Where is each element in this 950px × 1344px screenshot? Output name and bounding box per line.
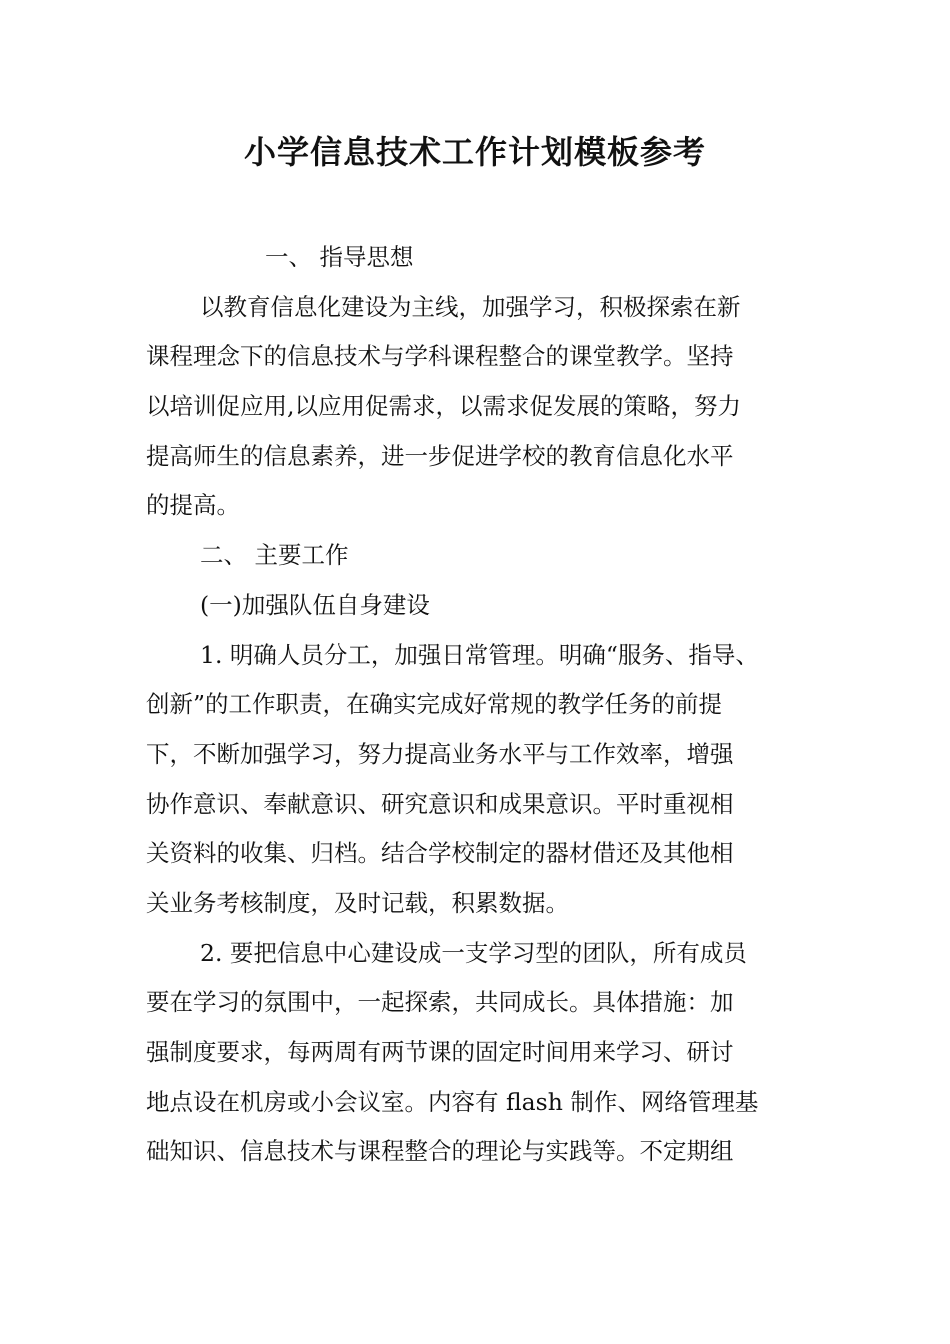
paragraph-line: 要在学习的氛围中，一起探索，共同成长。具体措施：加: [146, 988, 734, 1016]
paragraph-line: 地点设在机房或小会议室。内容有 flash 制作、网络管理基: [146, 1088, 759, 1116]
document-title: 小学信息技术工作计划模板参考: [243, 133, 706, 171]
paragraph-line: 课程理念下的信息技术与学科课程整合的课堂教学。坚持: [146, 342, 734, 370]
heading-guiding-thought: 一、 指导思想: [265, 243, 414, 271]
paragraph-line: 下，不断加强学习，努力提高业务水平与工作效率，增强: [146, 740, 734, 768]
paragraph-line: 强制度要求，每两周有两节课的固定时间用来学习、研讨: [146, 1038, 734, 1066]
subheading-team-building: (一)加强队伍自身建设: [200, 591, 430, 619]
paragraph-line: 2. 要把信息中心建设成一支学习型的团队，所有成员: [200, 939, 747, 967]
paragraph-line: 提高师生的信息素养，进一步促进学校的教育信息化水平: [146, 442, 734, 470]
paragraph-line: 协作意识、奉献意识、研究意识和成果意识。平时重视相: [146, 790, 734, 818]
paragraph-line: 1. 明确人员分工，加强日常管理。明确“服务、指导、: [200, 641, 759, 669]
paragraph-line: 以教育信息化建设为主线，加强学习，积极探索在新: [200, 293, 741, 321]
heading-main-work: 二、 主要工作: [200, 541, 349, 569]
paragraph-line: 础知识、信息技术与课程整合的理论与实践等。不定期组: [146, 1137, 734, 1165]
paragraph-line: 关业务考核制度，及时记载，积累数据。: [146, 889, 569, 917]
paragraph-line: 创新”的工作职责，在确实完成好常规的教学任务的前提: [146, 690, 723, 718]
paragraph-line: 以培训促应用,以应用促需求，以需求促发展的策略，努力: [146, 392, 741, 420]
paragraph-line: 关资料的收集、归档。结合学校制定的器材借还及其他相: [146, 839, 734, 867]
paragraph-line: 的提高。: [146, 491, 240, 519]
